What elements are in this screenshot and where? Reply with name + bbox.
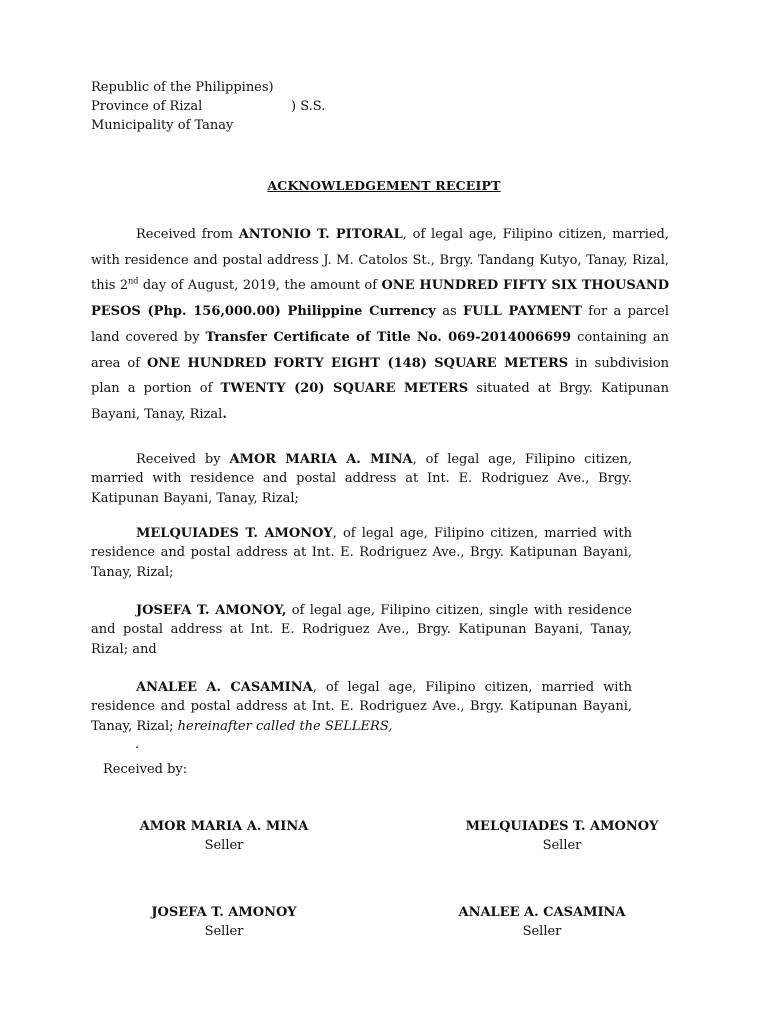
signature-block [452,817,672,855]
payment-type: FULL PAYMENT [462,304,582,320]
signatory-name: AMOR MARIA A. MINA [139,819,309,834]
p2-text-2: , of legal age, Filipino citizen, married with residence and postal address at Int. E. Rodriguez Ave., Brgy. Katipunan Bayani, Tanay, Rizal; [91,452,633,506]
seller-paragraph-josefa [91,601,632,659]
p1-text-7: in subdivision plan a portion of [91,355,670,397]
venue-municipality: Municipality of Tanay [91,118,234,133]
p1-text-6: containing an area of [91,329,669,371]
seller-name-josefa: JOSEFA T. AMONOY, [136,603,287,618]
venue-ss: ) S.S. [291,99,326,114]
signatory-role: Seller [204,838,244,853]
p1-text-5: for a parcel land covered by [91,304,670,345]
portion-area: TWENTY (20) SQUARE METERS [220,381,469,397]
seller-name-analee: ANALEE A. CASAMINA [136,680,313,695]
signatory-role: Seller [542,838,582,853]
p1-text-1: Received from [136,227,239,242]
amount-in-words: ONE HUNDRED FIFTY SIX THOUSAND PESOS (Php. 156,000.00) Philippine Currency [91,278,669,320]
signatory-role: Seller [522,924,562,939]
p4-text-2: of legal age, Filipino citizen, single with residence and postal address at Int. E. Rodriguez Ave., Brgy. Katipunan Bayani, Tanay, Rizal; and [91,603,632,657]
p2-text-1: Received by [136,452,230,467]
p3-text-2: , of legal age, Filipino citizen, married with residence and postal address at Int. E. Rodriguez Ave., Brgy. Katipunan Bayani, Tanay, Rizal; [91,526,633,580]
seller-paragraph-melquiades [91,524,632,582]
signatory-name: MELQUIADES T. AMONOY [465,819,659,834]
sellers-definition: hereinafter called the SELLERS, [177,718,393,734]
stray-period: . [135,737,140,752]
received-by-label: Received by: [103,762,188,777]
signatory-role: Seller [204,924,244,939]
p1-text-4: as [435,304,463,320]
land-area: ONE HUNDRED FORTY EIGHT (148) SQUARE METERS [147,355,569,371]
seller-paragraph-analee [91,678,632,736]
signatory-name: JOSEFA T. AMONOY [151,905,297,920]
receipt-paragraph [91,222,669,428]
signature-block [432,903,652,941]
venue-block [91,78,326,135]
p1-text-2: , of legal age, Filipino citizen, married, with residence and postal address J. M. Catolos St., Brgy. Tandang Kutyo, Tanay, Rizal, this 2 [91,227,670,294]
p1-text-3: day of August, 2019, the amount of [138,278,382,294]
document-title: ACKNOWLEDGEMENT RECEIPT [267,178,501,193]
venue-province [91,97,326,116]
p5-text-2: , of legal age, Filipino citizen, married with residence and postal address at Int. E. Rodriguez Ave., Brgy. Katipunan Bayani, Tanay, Rizal; [91,680,632,734]
p1-text-8: situated at Brgy. Katipunan Bayani, Tanay, Rizal [91,381,669,422]
seller-name-mina: AMOR MARIA A. MINA [229,452,413,467]
title-number: Transfer Certificate of Title No. 069-2014006699 [205,329,572,345]
seller-paragraph-mina [91,450,632,508]
p1-end-period: . [222,406,227,422]
venue-province-text: Province of Rizal [91,99,203,114]
venue-republic: Republic of the Philippines) [91,80,274,95]
signatory-name: ANALEE A. CASAMINA [458,905,626,920]
signature-block [114,817,334,855]
signature-block [114,903,334,941]
ordinal-suffix: nd [128,277,139,287]
seller-name-melquiades: MELQUIADES T. AMONOY [136,526,333,541]
payer-name: ANTONIO T. PITORAL [238,227,403,242]
